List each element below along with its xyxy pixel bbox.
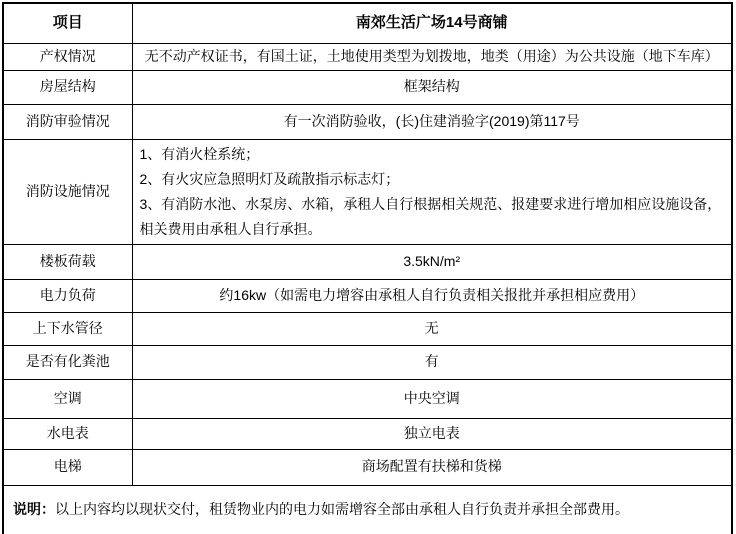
row-value: 有一次消防验收，(长)住建消验字(2019)第117号	[132, 104, 732, 139]
row-label: 产权情况	[3, 43, 132, 70]
row-label: 房屋结构	[3, 70, 132, 104]
row-label: 电梯	[3, 449, 132, 485]
table-row-air-conditioning	[3, 379, 732, 418]
table-row-power-load	[3, 279, 732, 312]
fire-facilities-line-1: 1、有消火栓系统；	[139, 145, 260, 162]
table-row-note	[3, 485, 732, 534]
row-value: 无	[132, 312, 732, 345]
row-label: 消防设施情况	[3, 139, 132, 244]
table-row-water-pipe	[3, 312, 732, 345]
note-label: 说明：	[13, 500, 55, 517]
row-value: 商场配置有扶梯和货梯	[132, 449, 732, 485]
fire-facilities-line-3: 3、有消防水池、水泵房、水箱，承租人自行根据相关规范、报建要求进行增加相应设施设备，相关费用由承租人自行承担。	[139, 195, 722, 237]
row-value: 有	[132, 345, 732, 379]
row-label: 水电表	[3, 418, 132, 449]
table-row-fire-facilities	[3, 139, 732, 244]
row-value: 中央空调	[132, 379, 732, 418]
row-value: 框架结构	[132, 70, 732, 104]
row-label: 上下水管径	[3, 312, 132, 345]
row-label: 是否有化粪池	[3, 345, 132, 379]
header-shop-title: 南郊生活广场14号商铺	[132, 3, 732, 43]
table-row-property-rights	[3, 43, 732, 70]
table-row-building-structure	[3, 70, 732, 104]
row-label: 消防审验情况	[3, 104, 132, 139]
row-label: 楼板荷载	[3, 244, 132, 279]
note-text: 以上内容均以现状交付，租赁物业内的电力如需增容全部由承租人自行负责并承担全部费用。	[55, 500, 629, 517]
note-cell	[3, 485, 732, 534]
row-value: 约16kw（如需电力增容由承租人自行负责相关报批并承担相应费用）	[132, 279, 732, 312]
table-row-septic-tank	[3, 345, 732, 379]
fire-facilities-line-2: 2、有火灾应急照明灯及疏散指示标志灯；	[139, 170, 400, 187]
property-info-table	[2, 2, 733, 534]
header-item-label: 项目	[3, 3, 132, 43]
row-value	[132, 139, 732, 244]
row-value: 3.5kN/m²	[132, 244, 732, 279]
table-row-utility-meter	[3, 418, 732, 449]
table-row-floor-load	[3, 244, 732, 279]
row-label: 空调	[3, 379, 132, 418]
row-value: 无不动产权证书，有国土证，土地使用类型为划拨地，地类（用途）为公共设施（地下车库）	[132, 43, 732, 70]
table-header-row	[3, 3, 732, 43]
row-value: 独立电表	[132, 418, 732, 449]
table-row-elevator	[3, 449, 732, 485]
table-row-fire-inspection	[3, 104, 732, 139]
row-label: 电力负荷	[3, 279, 132, 312]
